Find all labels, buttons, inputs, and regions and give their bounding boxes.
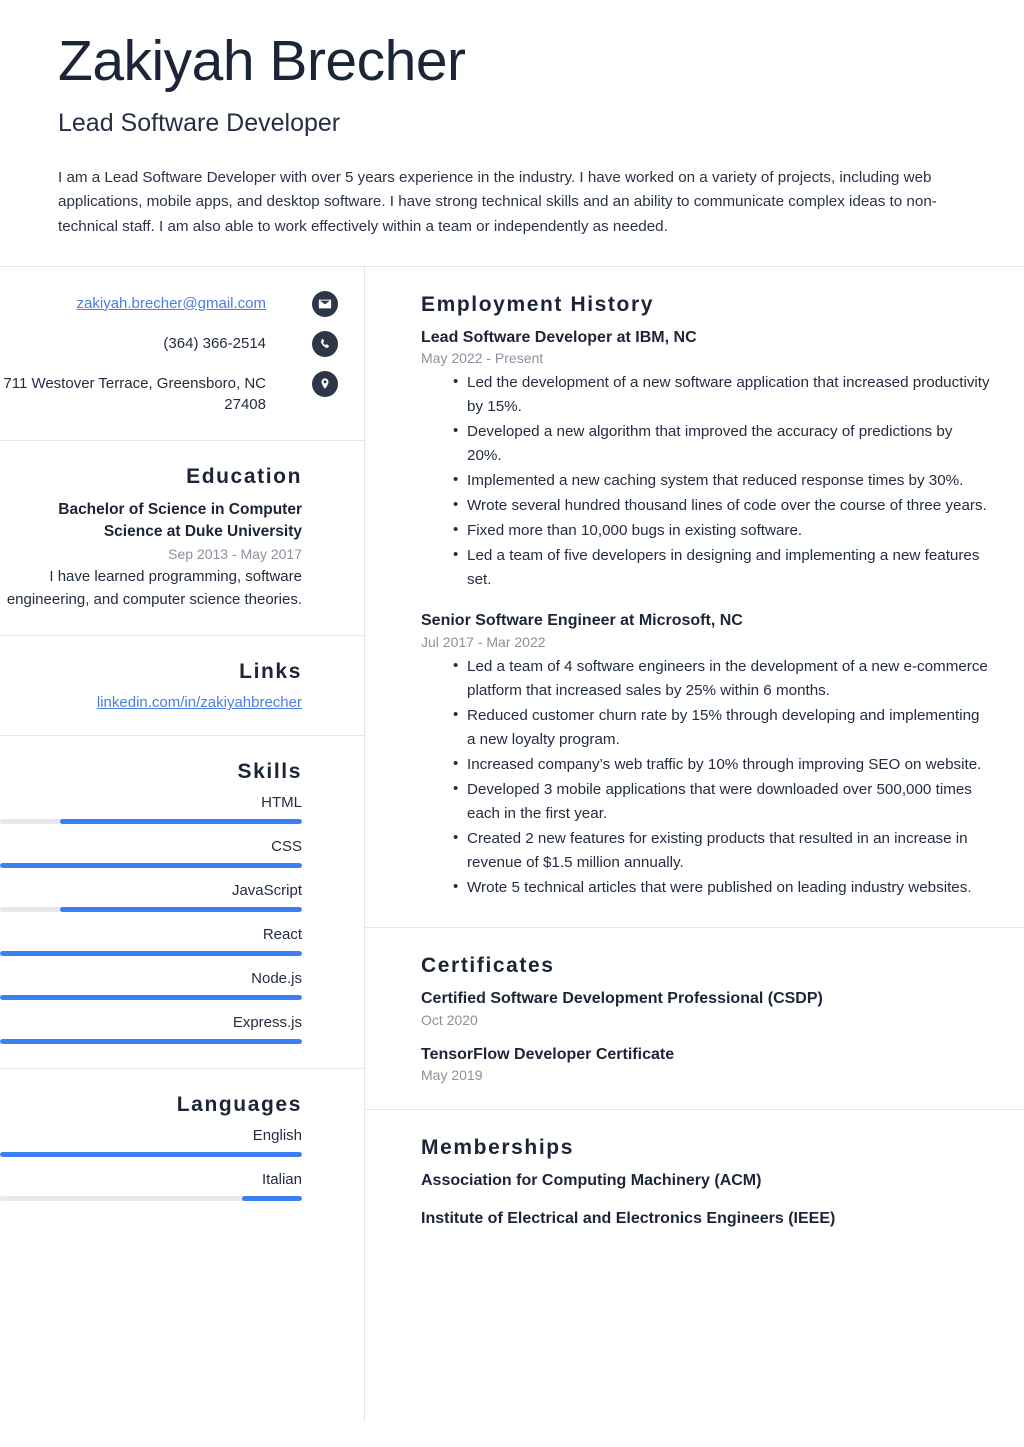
job-entry [421,327,990,593]
skills-list [0,794,302,1044]
language-level-fill [242,1196,302,1201]
language-item [0,1127,302,1157]
job-bullet-list [421,371,990,592]
job-role: Senior Software Engineer at Microsoft, NC [421,612,743,630]
languages-list [0,1127,302,1201]
page-title: Zakiyah Brecher [58,29,466,93]
skill-level-track [0,819,302,824]
resume-body [0,267,1024,1422]
languages-heading: Languages [176,1093,302,1117]
language-level-track [0,1152,302,1157]
language-level-fill [0,1152,302,1157]
skill-item [0,1014,302,1044]
education-dates: Sep 2013 - May 2017 [168,546,302,563]
certificates-heading: Certificates [421,954,555,978]
certificates-section [365,928,1024,1110]
profile-summary: I am a Lead Software Developer with over 5 years experience in the industry. I have worked on a variety of projects, including web applications, mobile apps, and desktop software. I have strong technical skills and an ability to communicate complex ideas to non-technical staff. I am also able to work effectively within a team or independently as needed. [58,168,937,235]
job-role: Lead Software Developer at IBM, NC [421,328,697,346]
certificate-title: Certified Software Development Professional (CSDP) [421,990,823,1008]
job-entry [421,610,990,900]
skill-level-track [0,863,302,868]
certificate-entry [421,988,990,1028]
skill-item [0,926,302,956]
job-bullet: • Wrote 5 technical articles that were published on leading industry websites. [453,876,990,900]
skills-section [0,736,364,1069]
skill-level-track [0,907,302,912]
memberships-list [421,1170,990,1229]
job-bullet: • Fixed more than 10,000 bugs in existing software. [453,519,990,543]
memberships-heading: Memberships [421,1136,574,1160]
skill-item [0,838,302,868]
job-bullet: • Developed a new algorithm that improved the accuracy of predictions by 20%. [453,420,990,468]
job-bullet: • Led the development of a new software application that increased productivity by 15%. [453,371,990,419]
skill-level-fill [60,907,302,912]
job-title-subheading: Lead Software Developer [58,109,341,138]
skill-label: Node.js [251,970,302,988]
certificate-date: May 2019 [421,1067,483,1084]
membership-entry [421,1170,990,1192]
contact-row-address [0,371,302,417]
job-bullet: • Increased company’s web traffic by 10% through improving SEO on website. [453,753,990,777]
employment-history-heading: Employment History [421,292,655,316]
main-column [365,267,1024,1422]
certificate-title: TensorFlow Developer Certificate [421,1045,675,1063]
links-heading: Links [239,660,302,684]
education-heading: Education [186,465,302,489]
skill-label: HTML [261,794,302,812]
membership-title: Association for Computing Machinery (ACM) [421,1172,762,1190]
skills-heading: Skills [237,760,302,784]
links-section [0,636,364,736]
certificates-list [421,988,990,1083]
contact-row-email[interactable] [0,291,302,317]
certificate-entry [421,1044,990,1084]
job-bullet: • Implemented a new caching system that reduced response times by 30%. [453,469,990,493]
skill-level-fill [60,819,302,824]
education-degree: Bachelor of Science in Computer Science at Duke University [58,501,302,541]
memberships-section [365,1110,1024,1255]
phone-icon [312,331,338,357]
education-section [0,441,364,636]
job-bullet: • Led a team of 4 software engineers in the development of a new e-commerce platform that increased sales by 25% within 6 months. [453,655,990,703]
education-description: I have learned programming, software engineering, and computer science theories. [6,568,302,608]
phone-number: (364) 366-2514 [163,334,266,352]
skill-item [0,970,302,1000]
language-label: Italian [261,1171,302,1189]
job-dates: May 2022 - Present [421,350,544,367]
language-label: English [252,1127,302,1145]
membership-entry [421,1208,990,1230]
location-pin-icon [312,371,338,397]
skill-label: React [262,926,302,944]
skill-level-fill [0,951,302,956]
contact-row-phone[interactable] [0,331,302,357]
skill-label: CSS [271,838,302,856]
language-level-track [0,1196,302,1201]
job-dates: Jul 2017 - Mar 2022 [421,633,546,650]
skill-item [0,794,302,824]
skill-label: Express.js [232,1014,302,1032]
address-text: 711 Westover Terrace, Greensboro, NC 27408 [3,374,266,414]
skill-level-fill [0,1039,302,1044]
certificate-date: Oct 2020 [421,1011,478,1028]
resume-header [0,0,1024,240]
membership-title: Institute of Electrical and Electronics Engineers (IEEE) [421,1209,836,1227]
employment-history-section [365,267,1024,928]
skill-item [0,882,302,912]
job-bullet: • Led a team of five developers in designing and implementing a new features set. [453,544,990,592]
skill-level-track [0,995,302,1000]
job-bullet: • Developed 3 mobile applications that were downloaded over 500,000 times each in the first year. [453,778,990,826]
skill-level-fill [0,995,302,1000]
linkedin-link[interactable]: linkedin.com/in/zakiyahbrecher [96,694,302,712]
skill-label: JavaScript [231,882,302,900]
skill-level-track [0,951,302,956]
contact-section [0,267,364,442]
skill-level-track [0,1039,302,1044]
language-item [0,1171,302,1201]
sidebar [0,267,365,1422]
languages-section [0,1069,364,1225]
job-bullet: • Wrote several hundred thousand lines of code over the course of three years. [453,494,990,518]
job-bullet: • Created 2 new features for existing products that resulted in an increase in revenue of $1.5 million annually. [453,827,990,875]
jobs-list [421,327,990,900]
job-bullet-list [421,655,990,900]
envelope-icon [312,291,338,317]
skill-level-fill [0,863,302,868]
email-link[interactable]: zakiyah.brecher@gmail.com [76,294,266,312]
job-bullet: • Reduced customer churn rate by 15% through developing and implementing a new loyalty program. [453,704,990,752]
